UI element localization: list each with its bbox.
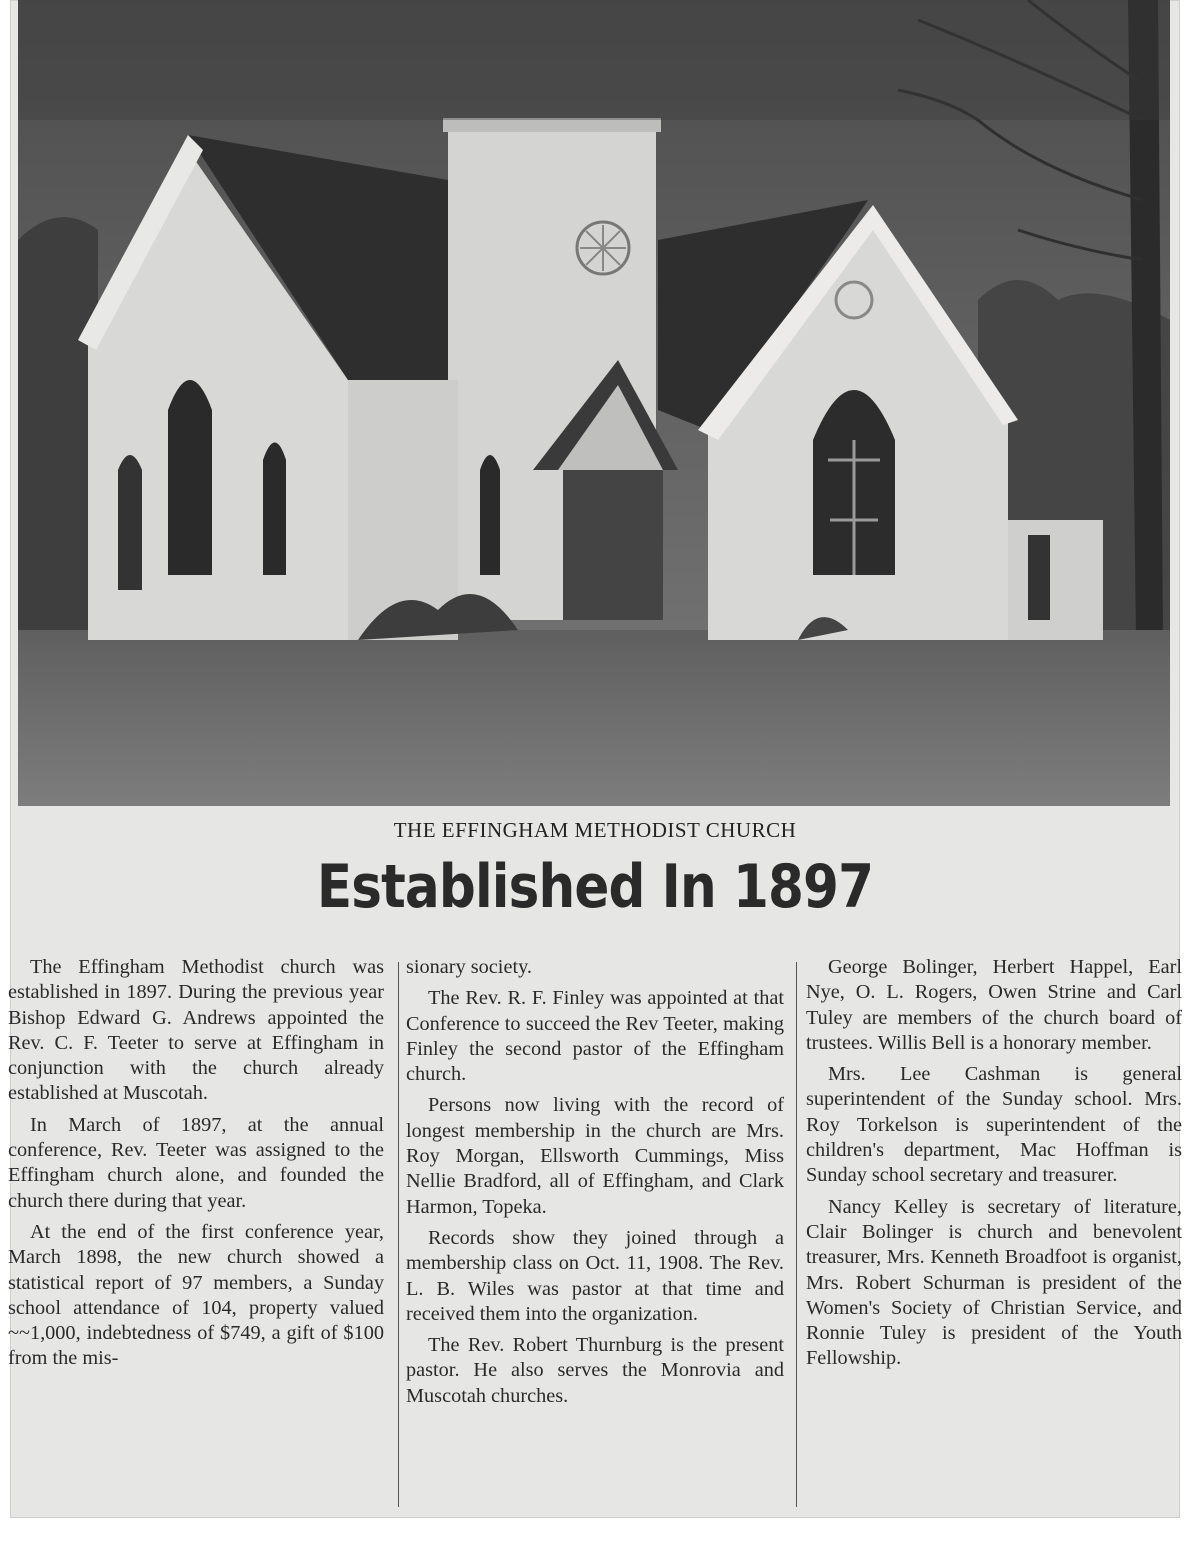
- article-column-1: [8, 955, 384, 1510]
- paragraph: George Bolinger, Herbert Happel, Earl Nye, O. L. Rogers, Owen Strine and Carl Tuley are members of the church board of trustees. Willis Bell is a honorary member.: [806, 956, 1182, 1054]
- newspaper-clipping: [10, 0, 1180, 1518]
- article-column-3: [806, 955, 1182, 1510]
- paragraph: At the end of the first conference year, March 1898, the new church showed a statistical report of 97 members, a Sunday school attendance of 104, property valued ~~1,000, indebtedness of $749, a gift of $100 from the mis-: [8, 1220, 384, 1370]
- paragraph: Mrs. Lee Cashman is general superintendent of the Sunday school. Mrs. Roy Torkelson is superintendent of the children's department, Mac Hoffman is Sunday school secretary and treasurer.: [806, 1063, 1182, 1187]
- paragraph: Nancy Kelley is secretary of literature, Clair Bolinger is church and benevolent treasurer, Mrs. Kenneth Broadfoot is organist, Mrs. Robert Schurman is president of the Women's Society of Christian Service, and Ronnie Tuley is president of the Youth Fellowship.: [806, 1195, 1182, 1370]
- article-kicker: THE EFFINGHAM METHODIST CHURCH: [393, 818, 797, 842]
- paragraph: The Effingham Methodist church was established in 1897. During the previous year Bishop Edward G. Andrews appointed the Rev. C. F. Teeter to serve at Effingham in conjunction with the church already established at Muscotah.: [8, 956, 384, 1105]
- paragraph: In March of 1897, at the annual conference, Rev. Teeter was assigned to the Effingham church alone, and founded the church there during that year.: [8, 1113, 384, 1212]
- church-photo: [18, 0, 1170, 806]
- article-headline: Established In 1897: [316, 852, 874, 922]
- paragraph: The Rev. Robert Thurnburg is the present pastor. He also serves the Monrovia and Muscotah churches.: [406, 1334, 784, 1407]
- paragraph: sionary society.: [406, 956, 532, 978]
- column-rule: [796, 962, 797, 1507]
- church-photo-image: [18, 0, 1170, 806]
- paragraph: Persons now living with the record of longest membership in the church are Mrs. Roy Morgan, Ellsworth Cummings, Miss Nellie Bradford, all of Effingham, and Clark Harmon, Topeka.: [406, 1094, 784, 1218]
- paragraph: The Rev. R. F. Finley was appointed at that Conference to succeed the Rev Teeter, making Finley the second pastor of the Effingham church.: [406, 987, 784, 1086]
- paragraph: Records show they joined through a membership class on Oct. 11, 1908. The Rev. L. B. Wiles was pastor at that time and received them into the organization.: [406, 1226, 784, 1325]
- article-column-2: [406, 955, 784, 1510]
- column-rule: [398, 962, 399, 1507]
